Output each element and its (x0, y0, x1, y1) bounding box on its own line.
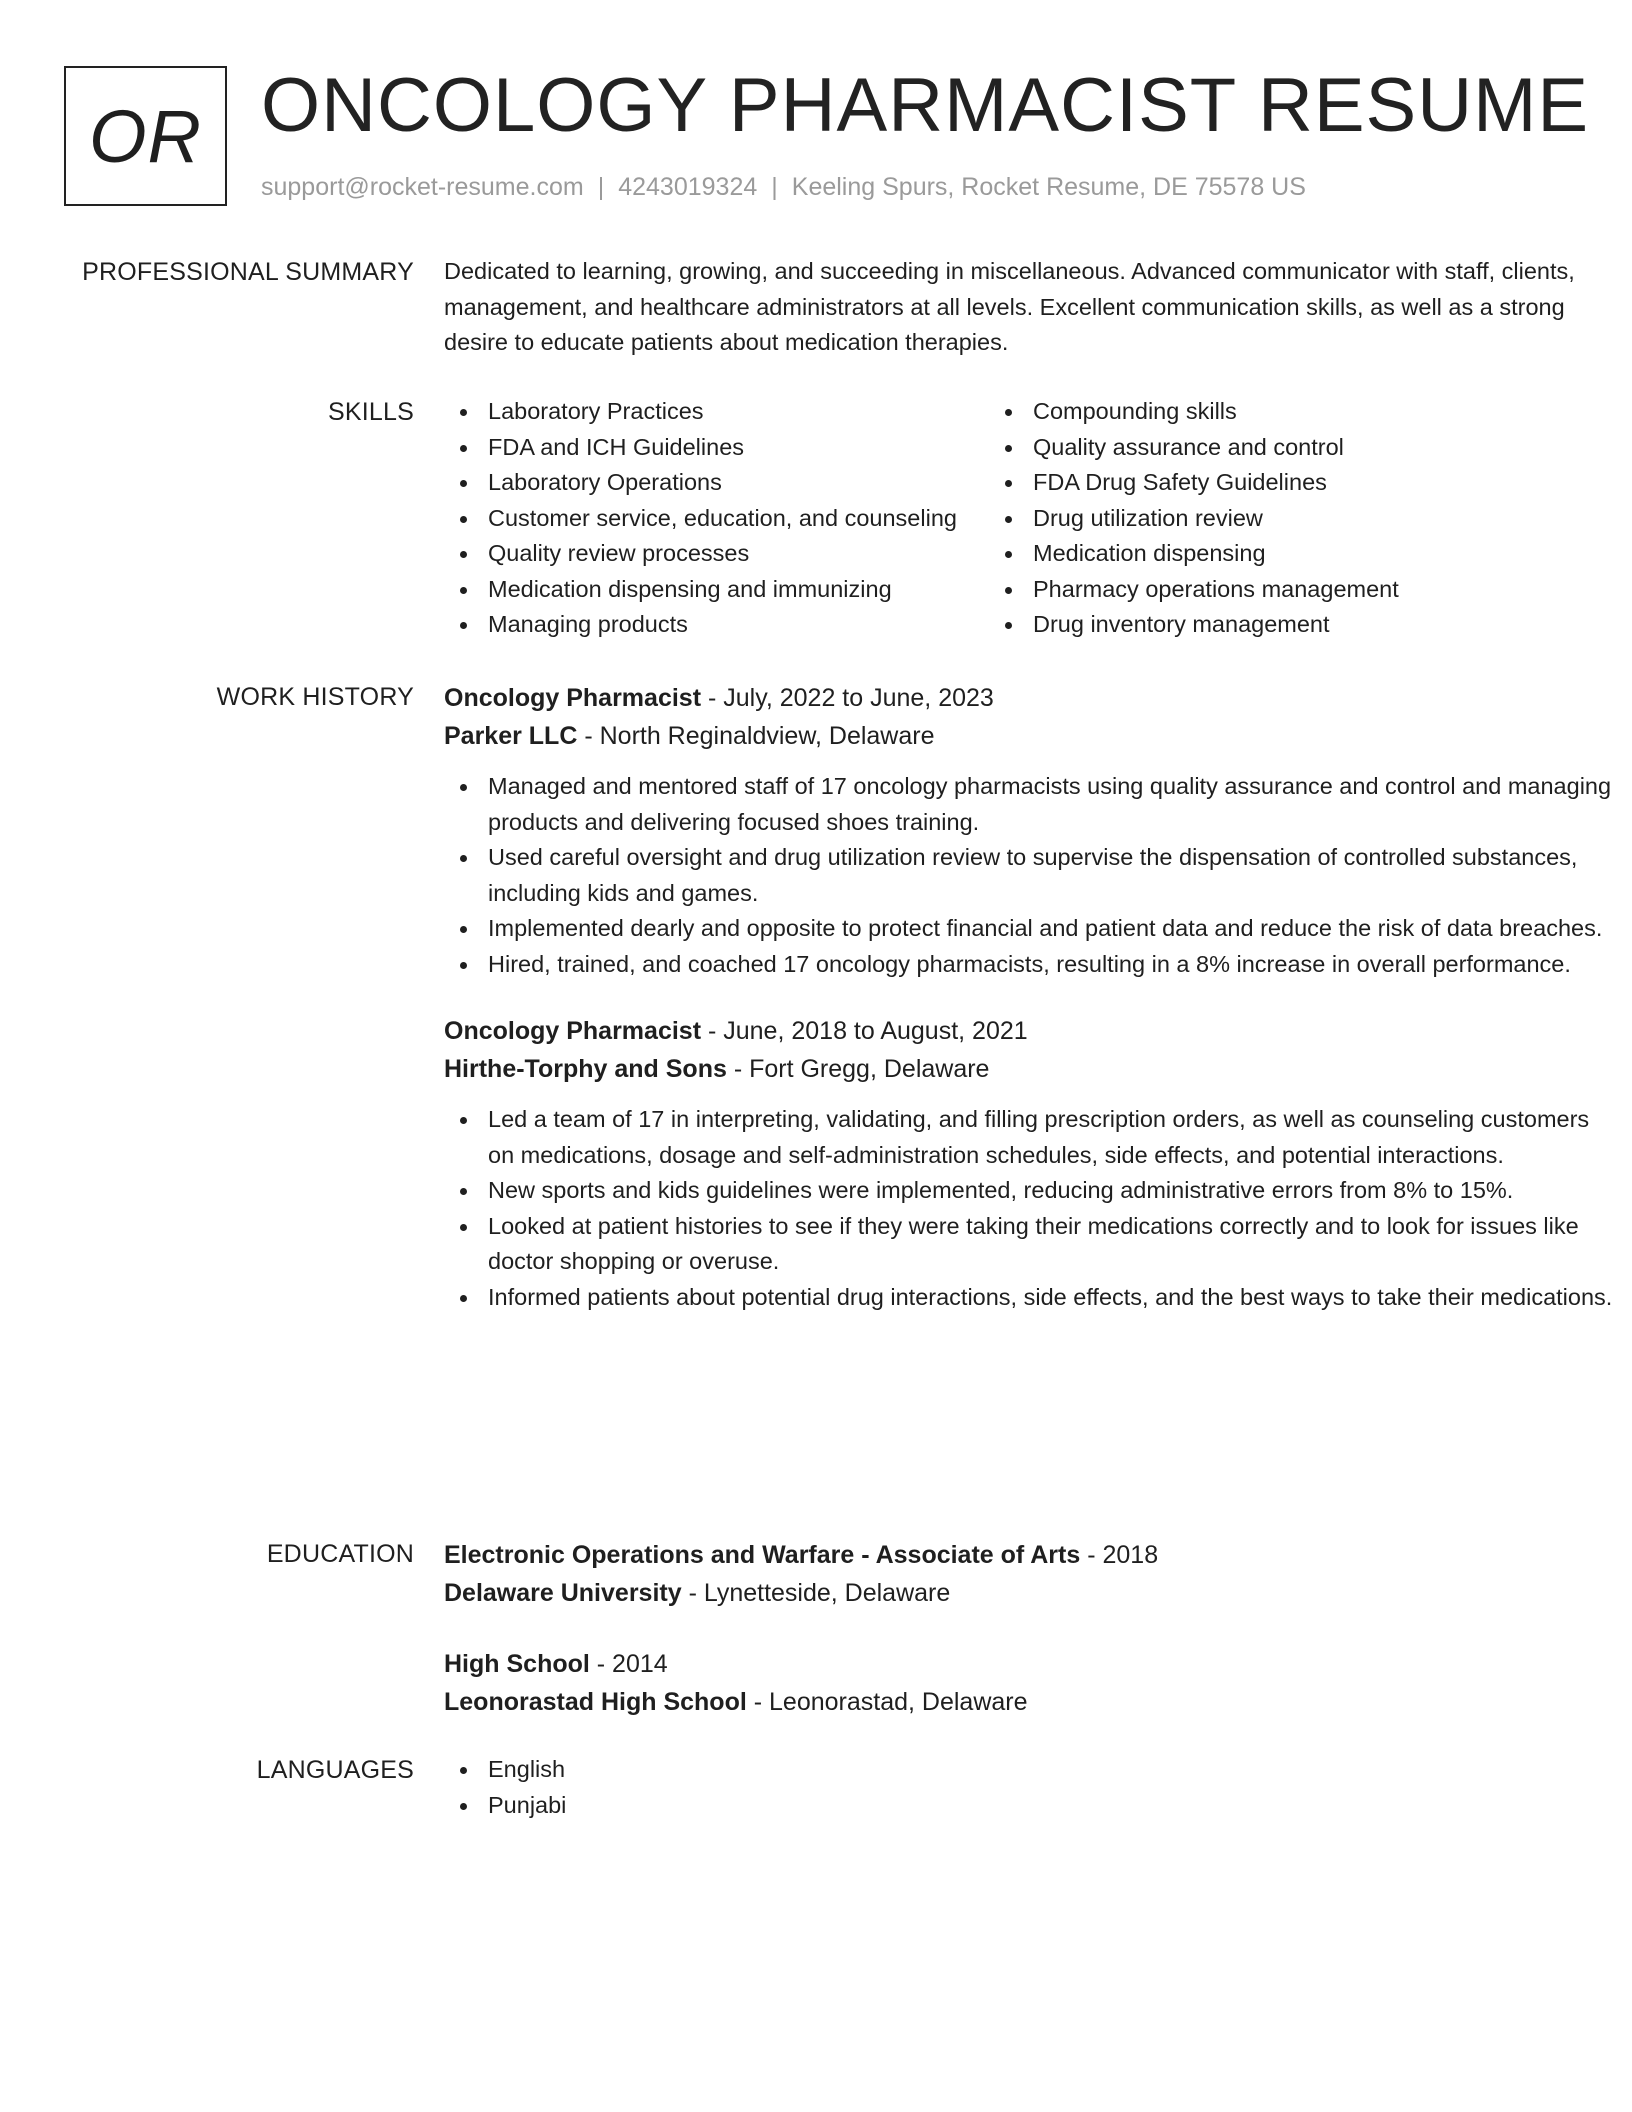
summary-body (444, 254, 1614, 361)
education-location: - Lynetteside, Delaware (681, 1579, 951, 1607)
education-school-line (444, 1683, 1614, 1721)
education-year: - 2014 (589, 1650, 668, 1678)
contact-address: Keeling Spurs, Rocket Resume, DE 75578 US (791, 173, 1306, 201)
job-company: Parker LLC (444, 722, 578, 750)
job-title-line (444, 679, 1614, 717)
job-title-line (444, 1012, 1614, 1050)
job-location: - North Reginaldview, Delaware (577, 722, 935, 750)
resume-header (64, 63, 1590, 216)
job-bullet: Led a team of 17 in interpreting, validating, and filling prescription orders, as well as counseling customers on medications, dosage and self-administration schedules, side effects, and potential interactions. (444, 1102, 1614, 1173)
work-history-body (444, 679, 1614, 1315)
job-dates: - June, 2018 to August, 2021 (701, 1017, 1028, 1045)
skill-item: Customer service, education, and counseling (444, 501, 989, 537)
job-bullet: Hired, trained, and coached 17 oncology pharmacists, resulting in a 8% increase in overall performance. (444, 947, 1614, 983)
skill-item: Medication dispensing and immunizing (444, 572, 989, 608)
education-heading: EDUCATION (266, 1540, 414, 1568)
skill-item: Drug utilization review (989, 501, 1534, 537)
job-title: Oncology Pharmacist (444, 1017, 702, 1045)
skill-item: Quality review processes (444, 536, 989, 572)
education-year: - 2018 (1080, 1541, 1159, 1569)
job-dates: - July, 2022 to June, 2023 (701, 684, 994, 712)
job-bullet: Managed and mentored staff of 17 oncology pharmacists using quality assurance and control and managing products and delivering focused shoes training. (444, 769, 1614, 840)
job-bullets (444, 769, 1614, 982)
languages-list (444, 1752, 1614, 1823)
education-degree-line (444, 1536, 1614, 1574)
job-bullet: New sports and kids guidelines were implemented, reducing administrative errors from 8% to 15%. (444, 1173, 1614, 1209)
contact-phone: 4243019324 (618, 173, 758, 201)
job-bullet: Implemented dearly and opposite to protect financial and patient data and reduce the risk of data breaches. (444, 911, 1614, 947)
skills-list-left (444, 394, 989, 643)
job-bullet: Looked at patient histories to see if they were taking their medications correctly and to look for issues like doctor shopping or overuse. (444, 1209, 1614, 1280)
languages-body (444, 1752, 1614, 1823)
contact-separator: | (771, 173, 778, 201)
languages-heading: LANGUAGES (256, 1756, 414, 1784)
skills-body (444, 394, 1614, 643)
skill-item: FDA and ICH Guidelines (444, 430, 989, 466)
contact-line (261, 173, 1306, 202)
language-item: Punjabi (444, 1788, 1614, 1824)
job-company-line (444, 1050, 1614, 1088)
skills-list-right (989, 394, 1534, 643)
monogram-badge: OR (64, 66, 227, 206)
skill-item: Compounding skills (989, 394, 1534, 430)
job-title: Oncology Pharmacist (444, 684, 702, 712)
education-location: - Leonorastad, Delaware (746, 1688, 1028, 1716)
skill-item: Medication dispensing (989, 536, 1534, 572)
education-entry (444, 1536, 1614, 1612)
job-entry (444, 1012, 1614, 1315)
skill-item: Drug inventory management (989, 607, 1534, 643)
education-degree: Electronic Operations and Warfare - Associate of Arts (444, 1541, 1081, 1569)
education-school: Delaware University (444, 1579, 682, 1607)
skill-item: Managing products (444, 607, 989, 643)
summary-heading: PROFESSIONAL SUMMARY (82, 258, 414, 286)
skill-item: Laboratory Operations (444, 465, 989, 501)
education-degree-line (444, 1645, 1614, 1683)
skills-heading: SKILLS (328, 398, 414, 426)
job-company-line (444, 717, 1614, 755)
job-bullet: Used careful oversight and drug utilization review to supervise the dispensation of controlled substances, including kids and games. (444, 840, 1614, 911)
job-bullet: Informed patients about potential drug interactions, side effects, and the best ways to take their medications. (444, 1280, 1614, 1316)
resume-title: ONCOLOGY PHARMACIST RESUME (261, 63, 1590, 148)
contact-email: support@rocket-resume.com (261, 173, 584, 201)
job-location: - Fort Gregg, Delaware (726, 1055, 990, 1083)
education-entry (444, 1645, 1614, 1721)
job-company: Hirthe-Torphy and Sons (444, 1055, 727, 1083)
skill-item: Laboratory Practices (444, 394, 989, 430)
education-body (444, 1536, 1614, 1721)
language-item: English (444, 1752, 1614, 1788)
skill-item: FDA Drug Safety Guidelines (989, 465, 1534, 501)
education-degree: High School (444, 1650, 590, 1678)
education-school-line (444, 1574, 1614, 1612)
summary-text: Dedicated to learning, growing, and succeeding in miscellaneous. Advanced communicator with staff, clients, management, and healthcare administrators at all levels. Excellent communication skills, as well as a strong desire to educate patients about medication therapies. (444, 258, 1575, 355)
education-school: Leonorastad High School (444, 1688, 747, 1716)
skill-item: Quality assurance and control (989, 430, 1534, 466)
work-history-heading: WORK HISTORY (216, 683, 414, 711)
contact-separator: | (597, 173, 605, 201)
job-bullets (444, 1102, 1614, 1315)
skill-item: Pharmacy operations management (989, 572, 1534, 608)
job-entry (444, 679, 1614, 982)
